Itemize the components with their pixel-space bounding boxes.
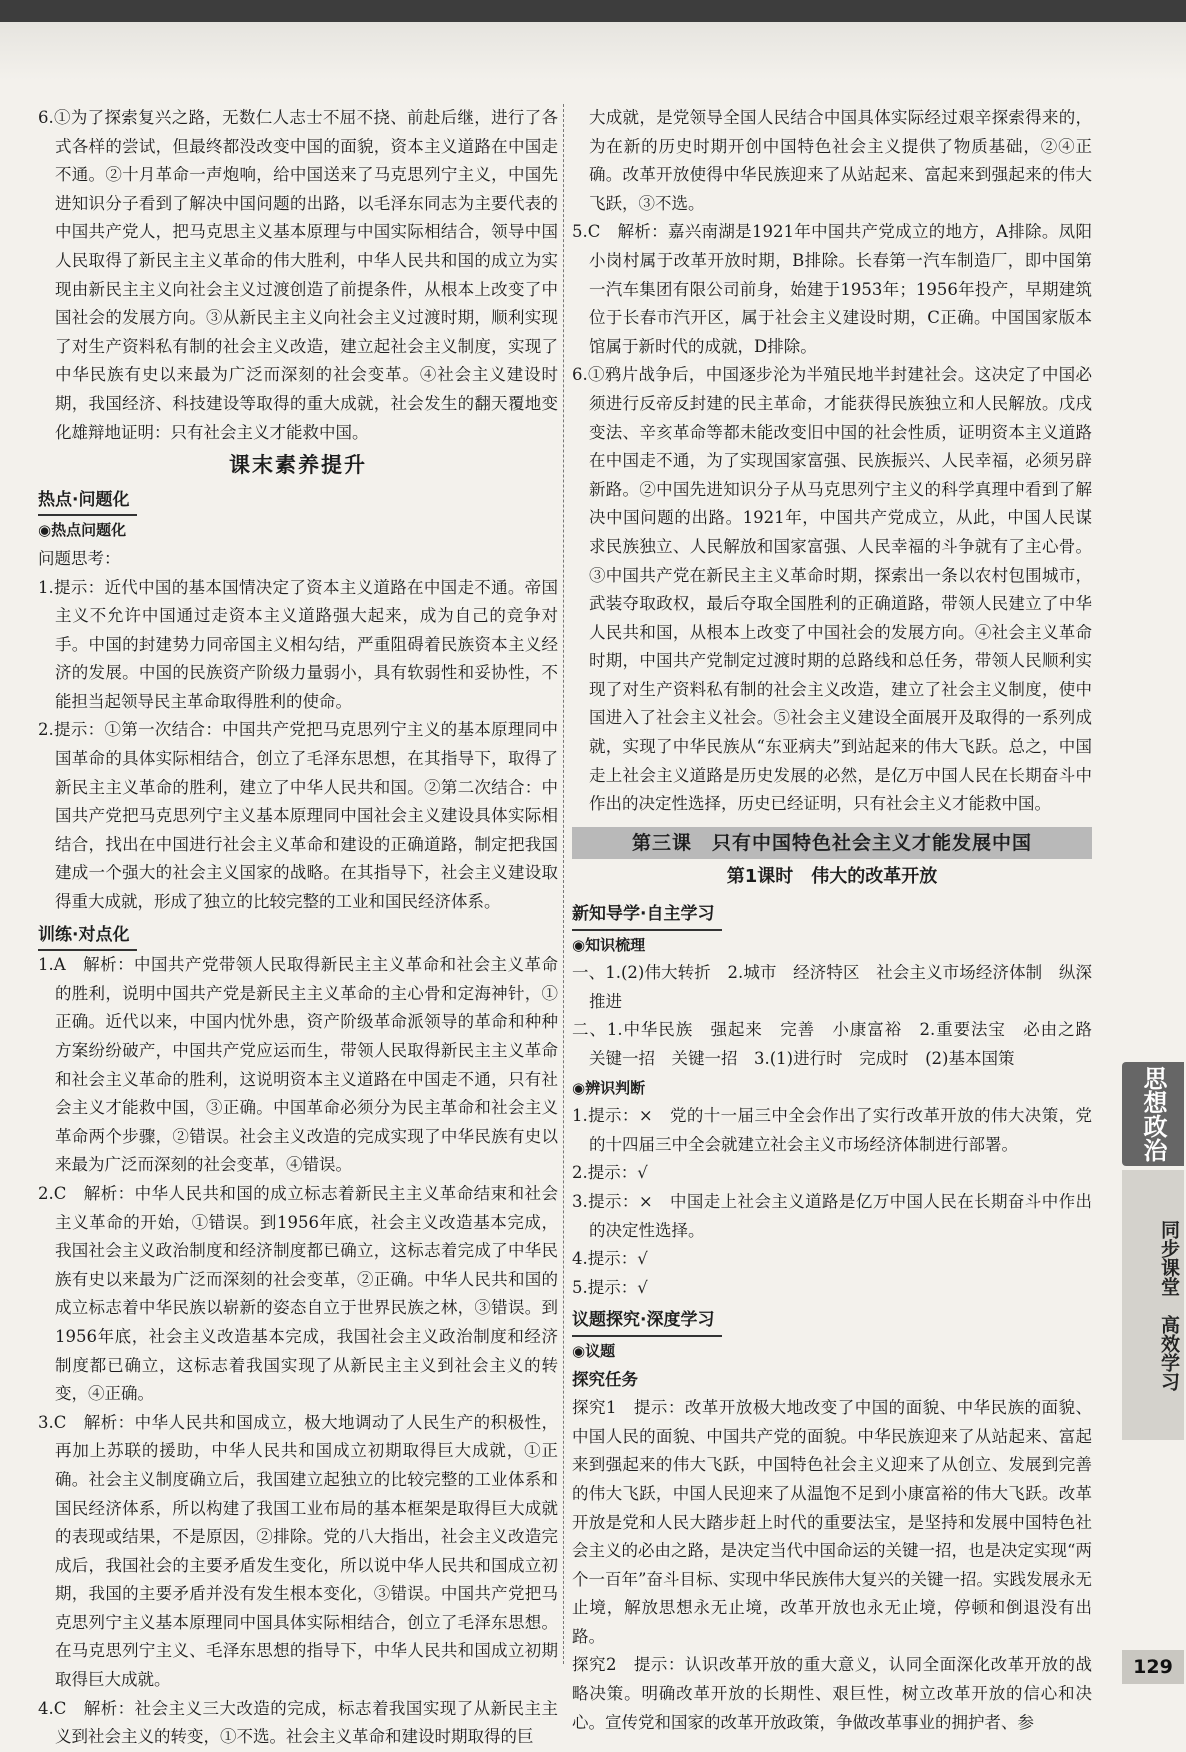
top-header-band — [0, 22, 1186, 80]
explore-1: 探究1 提示：改革开放极大地改变了中国的面貌、中华民族的面貌、中国人民的面貌、中国共产党的面貌。中华民族迎来了从站起来、富起来到强起来的伟大飞跃，中国特色社会主义迎来了从创立、发展到完善的伟大飞跃，中国人民迎来了从温饱不足到小康富裕的伟大飞跃。改革开放是党和人民大踏步赶上时代的重要法宝，是坚持和发展中国特色社会主义的必由之路，是决定当代中国命运的关键一招，也是决定实现“两个一百年”奋斗目标、实现中华民族伟大复兴的关键一招。实践发展永无止境，解放思想永无止境，改革开放也永无止境，停顿和倒退没有出路。 — [572, 1398, 1092, 1646]
left-column — [38, 104, 558, 1752]
hot-subtitle: ◉热点问题化 — [38, 521, 127, 540]
hot-title: 热点·问题化 — [38, 486, 137, 517]
knowledge-2: 二、1.中华民族 强起来 完善 小康富裕 2.重要法宝 必由之路 关键一招 关键一招 3.(1)进行时 完成时 (2)基本国策 — [572, 1020, 1109, 1068]
subject-tab: 思想政治 — [1122, 1062, 1184, 1166]
explore-2: 探究2 提示：认识改革开放的重大意义，认同全面深化改革开放的战略决策。明确改革开放的长期性、艰巨性，树立改革开放的信心和决心。宣传党和国家的改革开放政策，争做改革事业的拥护者、参 — [572, 1655, 1092, 1732]
judge-5: 5.提示：√ — [572, 1277, 648, 1297]
period-title: 第1课时 伟大的改革开放 — [726, 866, 938, 888]
hint-2: 2.提示：①第一次结合：中国共产党把马克思列宁主义的基本原理同中国革命的具体实际相结合，创立了毛泽东思想，在其指导下，取得了新民主主义革命的胜利，建立了中华人民共和国。②第二次结合：中国共产党把马克思列宁主义基本原理同中国社会主义建设具体实际相结合，找出在中国进行社会主义革命和建设的正确道路，制定把我国建成一个强大的社会主义国家的战略。在其指导下，社会主义建设取得重大成就，形成了独立的比较完整的工业和国民经济体系。 — [38, 720, 558, 912]
judge-3: 3.提示：× 中国走上社会主义道路是亿万中国人民在长期奋斗中作出的决定性选择。 — [572, 1191, 1092, 1240]
answer-4: 4.C 解析：社会主义三大改造的完成，标志着我国实现了从新民主主义到社会主义的转变，①不选。社会主义革命和建设时期取得的巨 — [38, 1698, 558, 1747]
knowledge-subtitle: ◉知识梳理 — [572, 935, 646, 954]
hint-1: 1.提示：近代中国的基本国情决定了资本主义道路在中国走不通。帝国主义不允许中国通过走资本主义道路强大起来，成为自己的竞争对手。中国的封建势力同帝国主义相勾结，严重阻碍着民族资本主义经济的发展。中国的民族资产阶级力量弱小，具有软弱性和妥协性，不能担当起领导民主革命取得胜利的使命。 — [38, 577, 558, 711]
answer-5: 5.C 解析：嘉兴南湖是1921年中国共产党成立的地方，A排除。凤阳小岗村属于改革开放时期，B排除。长春第一汽车制造厂，即中国第一汽车集团有限公司前身，始建于1953年；1956年投产，早期建筑位于长春市汽开区，属于社会主义建设时期，C正确。中国国家版本馆属于新时代的成就，D排除。 — [572, 222, 1092, 356]
new-knowledge-title: 新知导学·自主学习 — [572, 900, 722, 931]
answer-4-continued: 大成就，是党领导全国人民结合中国具体实际经过艰辛探索得来的，为在新的历史时期开创中国特色社会主义提供了物质基础，②④正确。改革开放使得中华民族迎来了从站起来、富起来到强起来的伟大飞跃，③不选。 — [589, 108, 1092, 213]
right-column — [572, 104, 1109, 1737]
answer-3: 3.C 解析：中华人民共和国成立，极大地调动了人民生产的积极性，再加上苏联的援助，中华人民共和国成立初期取得巨大成就，①正确。社会主义制度确立后，我国建立起独立的比较完整的工业体系和国民经济体系，所以构建了我国工业布局的基本框架是取得巨大成就的表现或结果，不是原因，②排除。党的八大指出，社会主义改造完成后，我国社会的主要矛盾发生变化，所以说中华人民共和国成立初期，我国的主要矛盾并没有发生根本变化，③错误。中国共产党把马克思列宁主义基本原理同中国具体实际相结合，创立了毛泽东思想。在马克思列宁主义、毛泽东思想的指导下，中华人民共和国成立初期取得巨大成就。 — [38, 1412, 558, 1690]
section-title: 课末素养提升 — [229, 453, 367, 478]
judge-4: 4.提示：√ — [572, 1249, 648, 1269]
topic-title: 议题探究·深度学习 — [572, 1306, 722, 1337]
knowledge-1: 一、1.(2)伟大转折 2.城市 经济特区 社会主义市场经济体制 纵深推进 — [572, 963, 1092, 1011]
train-title: 训练·对点化 — [38, 921, 137, 952]
answer-6-left: 6.①为了探索复兴之路，无数仁人志士不屈不挠、前赴后继，进行了各式各样的尝试，但最终都没改变中国的面貌，资本主义道路在中国走不通。②十月革命一声炮响，给中国送来了马克思列宁主义，中国先进知识分子看到了解决中国问题的出路，以毛泽东同志为主要代表的中国共产党人，把马克思主义基本原理与中国实际相结合，领导中国人民取得了新民主主义革命的伟大胜利，中华人民共和国的成立为实现由新民主主义向社会主义过渡创造了前提条件，从根本上改变了中国社会的发展方向。③从新民主主义向社会主义过渡时期，顺利实现了对生产资料私有制的社会主义改造，建立起社会主义制度，实现了中华民族有史以来最为广泛而深刻的社会变革。④社会主义建设时期，我国经济、科技建设等取得的重大成就，社会发生的翻天覆地变化雄辩地证明：只有社会主义才能救中国。 — [38, 108, 558, 442]
task-label: 探究任务 — [572, 1369, 638, 1389]
series-tab: 同步课堂 高效学习 — [1122, 1170, 1184, 1440]
answer-1: 1.A 解析：中国共产党带领人民取得新民主主义革命和社会主义革命的胜利，说明中国共产党是新民主主义革命的主心骨和定海神针，①正确。近代以来，中国内忧外患，资产阶级革命派领导的革命和种种方案纷纷破产，中国共产党应运而生，带领人民取得新民主主义革命和社会主义革命的胜利，这说明资本主义道路在中国走不通，只有社会主义才能救中国，③正确。中国革命必须分为民主革命和社会主义革命两个步骤，②错误。社会主义改造的完成实现了中华民族有史以来最为广泛而深刻的社会变革，④错误。 — [38, 955, 558, 1175]
topic-subtitle: ◉议题 — [572, 1341, 616, 1360]
question-label: 问题思考： — [38, 548, 121, 568]
top-dark-band — [0, 0, 1186, 22]
judge-subtitle: ◉辨识判断 — [572, 1078, 646, 1097]
judge-2: 2.提示：√ — [572, 1163, 648, 1183]
lesson-title: 第三课 只有中国特色社会主义才能发展中国 — [572, 827, 1092, 860]
page-number: 129 — [1122, 1650, 1184, 1684]
answer-2: 2.C 解析：中华人民共和国的成立标志着新民主主义革命结束和社会主义革命的开始，①错误。到1956年底，社会主义改造基本完成，我国社会主义政治制度和经济制度都已确立，这标志着完成了中华民族有史以来最为广泛而深刻的社会变革，②正确。中华人民共和国的成立标志着中华民族以崭新的姿态自立于世界民族之林，③错误。到1956年底，社会主义改造基本完成，我国社会主义政治制度和经济制度都已确立，这标志着我国实现了从新民主主义到社会主义的转变，④正确。 — [38, 1183, 558, 1404]
answer-6-right: 6.①鸦片战争后，中国逐步沦为半殖民地半封建社会。这决定了中国必须进行反帝反封建的民主革命，才能获得民族独立和人民解放。戊戌变法、辛亥革命等都未能改变旧中国的社会性质，证明资本主义道路在中国走不通，为了实现国家富强、民族振兴、人民幸福，必须另辟新路。②中国先进知识分子从马克思列宁主义的科学真理中看到了解决中国问题的出路。1921年，中国共产党成立，从此，中国人民谋求民族独立、人民解放和国家富强、人民幸福的斗争就有了主心骨。③中国共产党在新民主主义革命时期，探索出一条以农村包围城市，武装夺取政权，最后夺取全国胜利的正确道路，带领人民建立了中华人民共和国，从根本上改变了中国社会的发展方向。④社会主义革命时期，中国共产党制定过渡时期的总路线和总任务，带领人民顺利实现了对生产资料私有制的社会主义改造，建立了社会主义制度，使中国进入了社会主义社会。⑤社会主义建设全面展开及取得的一系列成就，实现了中华民族从“东亚病夫”到站起来的伟大飞跃。总之，中国走上社会主义道路是历史发展的必然，是亿万中国人民在长期奋斗中作出的决定性选择，历史已经证明，只有社会主义才能救中国。 — [572, 365, 1092, 814]
column-divider — [563, 104, 564, 1664]
judge-1: 1.提示：× 党的十一届三中全会作出了实行改革开放的伟大决策，党的十四届三中全会就建立社会主义市场经济体制进行部署。 — [572, 1106, 1092, 1154]
